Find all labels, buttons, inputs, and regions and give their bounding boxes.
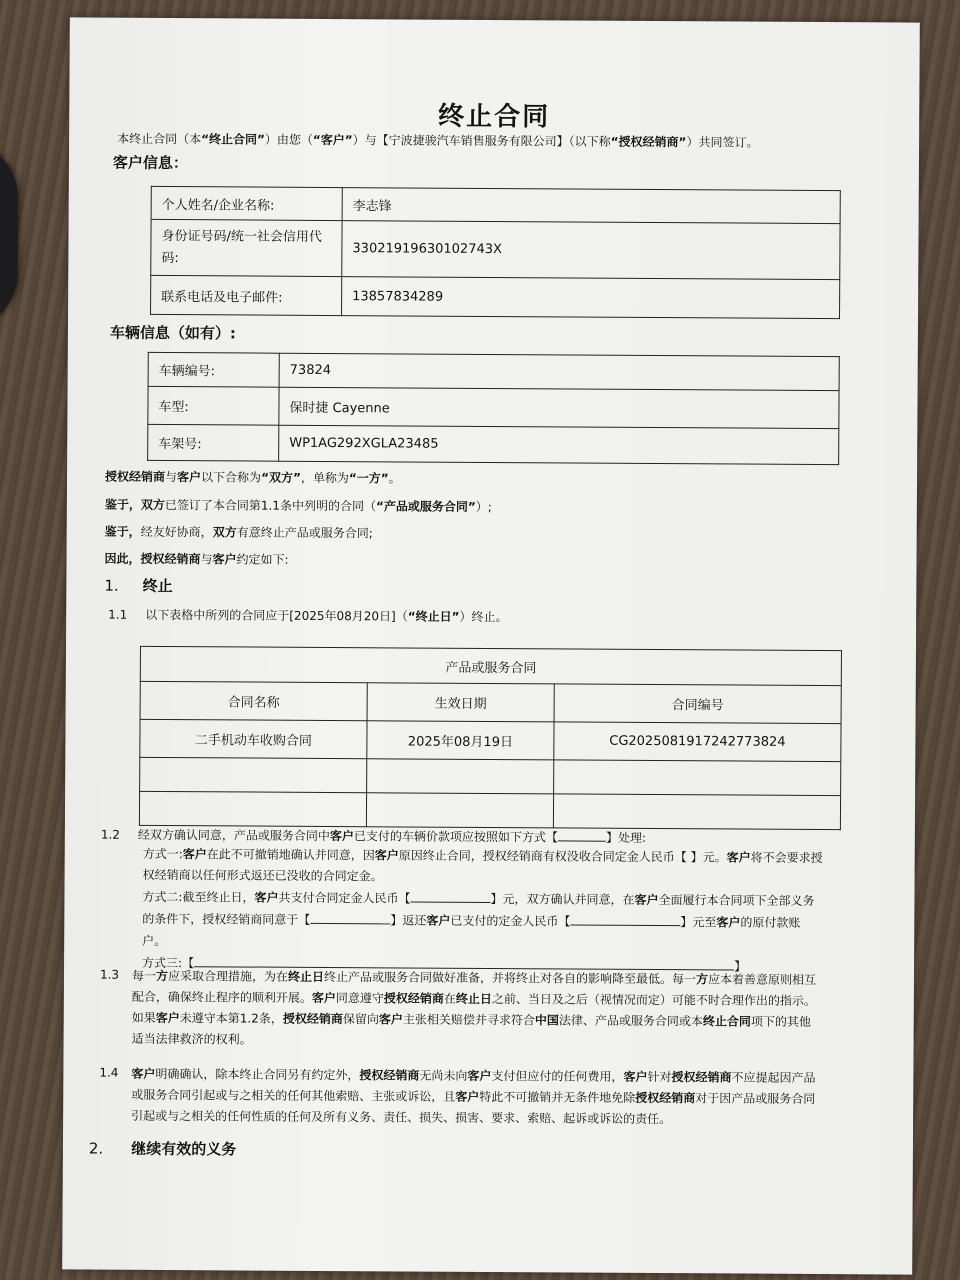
customer-phone-label: 联系电话及电子邮件: [151,275,342,315]
table-row [140,719,841,761]
vehicle-info-table [147,352,840,465]
vehicle-model-value: 保时捷 Cayenne [279,387,839,428]
method-2: 方式二:截至终止日，客户共支付合同定金人民币【 】元，双方确认并同意，在客户全面履行本合同项下全部义务 [142,889,815,908]
document-title: 终止合同 [438,101,551,133]
contract-date-cell: 2025年08月19日 [367,721,554,760]
vehicle-id-value: 73824 [279,353,839,390]
clause-1-1: 1.1 以下表格中所列的合同应于[2025年08月20日]（“终止日”）终止。 [108,607,508,625]
col-header-name: 合同名称 [140,681,367,720]
customer-phone-value: 13857834289 [342,277,840,319]
section2-heading: 2. 继续有效的义务 [88,1139,237,1159]
customer-info-table [150,186,841,319]
col-header-date: 生效日期 [367,683,554,722]
customer-row [151,275,840,318]
vehicle-info-heading: 车辆信息（如有）: [109,323,236,343]
contract-name-cell: 二手机动车收购合同 [140,719,367,758]
clause-1-4: 1.4 客户明确确认，除本终止合同另有约定外，授权经销商无尚未向客户支付但应付的任何费用，客户针对授权经销商不应提起因产品 或服务合同引起或与之相关的任何其他索赔、主张或诉讼，且客户特此不可撤销并无条件地免除授权经销商对于因产品或服务合同 引起或与之相关的任何性质的任何及所有义务、责任、损失、损害、要求、索赔、起诉或诉讼的责任。 [99,1065,816,1127]
customer-row [151,186,840,223]
section1-heading: 1. 终止 [104,576,173,596]
method-3: 方式三:【 】 [142,955,747,974]
recital-therefore: 因此，授权经销商与客户约定如下: [104,551,289,567]
customer-info-heading: 客户信息： [112,153,189,173]
contract-table-caption-row [140,646,841,685]
recital-whereas-1: 鉴于，双方已签订了本合同第1.1条中列明的合同（“产品或服务合同”）; [104,497,492,515]
contract-table-header-row [140,681,841,723]
vehicle-row [148,386,839,428]
customer-name-label: 个人姓名/企业名称: [151,186,342,220]
vin-value: WP1AG292XGLA23485 [279,425,839,464]
dark-object-edge [0,140,18,330]
col-header-number: 合同编号 [554,684,841,724]
contract-table [139,646,842,830]
contract-number-cell: CG2025081917242773824 [554,722,841,762]
customer-id-label: 身份证号码/统一社会信用代码: [151,219,342,276]
clause-1-2: 1.2 经双方确认同意，产品或服务合同中客户已支付的车辆价款项应按照如下方式【 】处理: 方式一:客户在此不可撤销地确认并同意，因客户原因终止合同，授权经销商有权没收合同定金人民币【 】元。客户将不会要求授 权经销商以任何形式返还已没收的合同定金。 方式二:截至终止日，客户共支付合同定金人民币【 】元，双方确认并同意，在客户全面履行本合同项下全部义务 的条件下，授权经销商同意于【 】返还客户已支付的定金人民币【 】元至客户的原付款账 户。 方式三:【 】 [100,826,901,979]
vehicle-model-label: 车型: [148,386,279,425]
document-page [62,17,920,1274]
customer-row [151,219,840,279]
table-row-empty [139,791,840,829]
vehicle-row [148,424,839,464]
customer-name-value: 李志锋 [342,188,840,224]
intro-paragraph: 本终止合同（本“终止合同”）由您（“客户”）与【宁波捷骏汽车销售服务有限公司】（以下称“授权经销商”）共同签订。 [117,131,759,150]
contract-table-caption: 产品或服务合同 [140,646,841,685]
vehicle-row [148,352,839,390]
vin-label: 车架号: [148,424,279,461]
recital-whereas-2: 鉴于，经友好协商，双方有意终止产品或服务合同; [104,524,373,541]
clause-1-3: 1.3 每一方应采取合理措施，为在终止日终止产品或服务合同做好准备，并将终止对各自的影响降至最低。每一方应本着善意原则相互 配合，确保终止程序的顺利开展。客户同意遵守授权经销商在终止日之前、当日及之后（视情况而定）可能不时合理作出的指示。 如果客户未遵守本第1.2条，授权经销商保留向客户主张相关赔偿并寻求符合中国法律、产品或服务合同或本终止合同项下的其他 适当法律救济的权利。 [99,967,817,1047]
vehicle-id-label: 车辆编号: [148,352,279,387]
recital-parties: 授权经销商与客户以下合称为“双方”，单称为“一方”。 [104,469,401,486]
customer-id-value: 33021919630102743X [342,221,840,280]
table-row-empty [140,757,841,795]
method-1: 方式一:客户在此不可撤销地确认并同意，因客户原因终止合同，授权经销商有权没收合同定金人民币【 】元。客户将不会要求授 [142,846,823,866]
